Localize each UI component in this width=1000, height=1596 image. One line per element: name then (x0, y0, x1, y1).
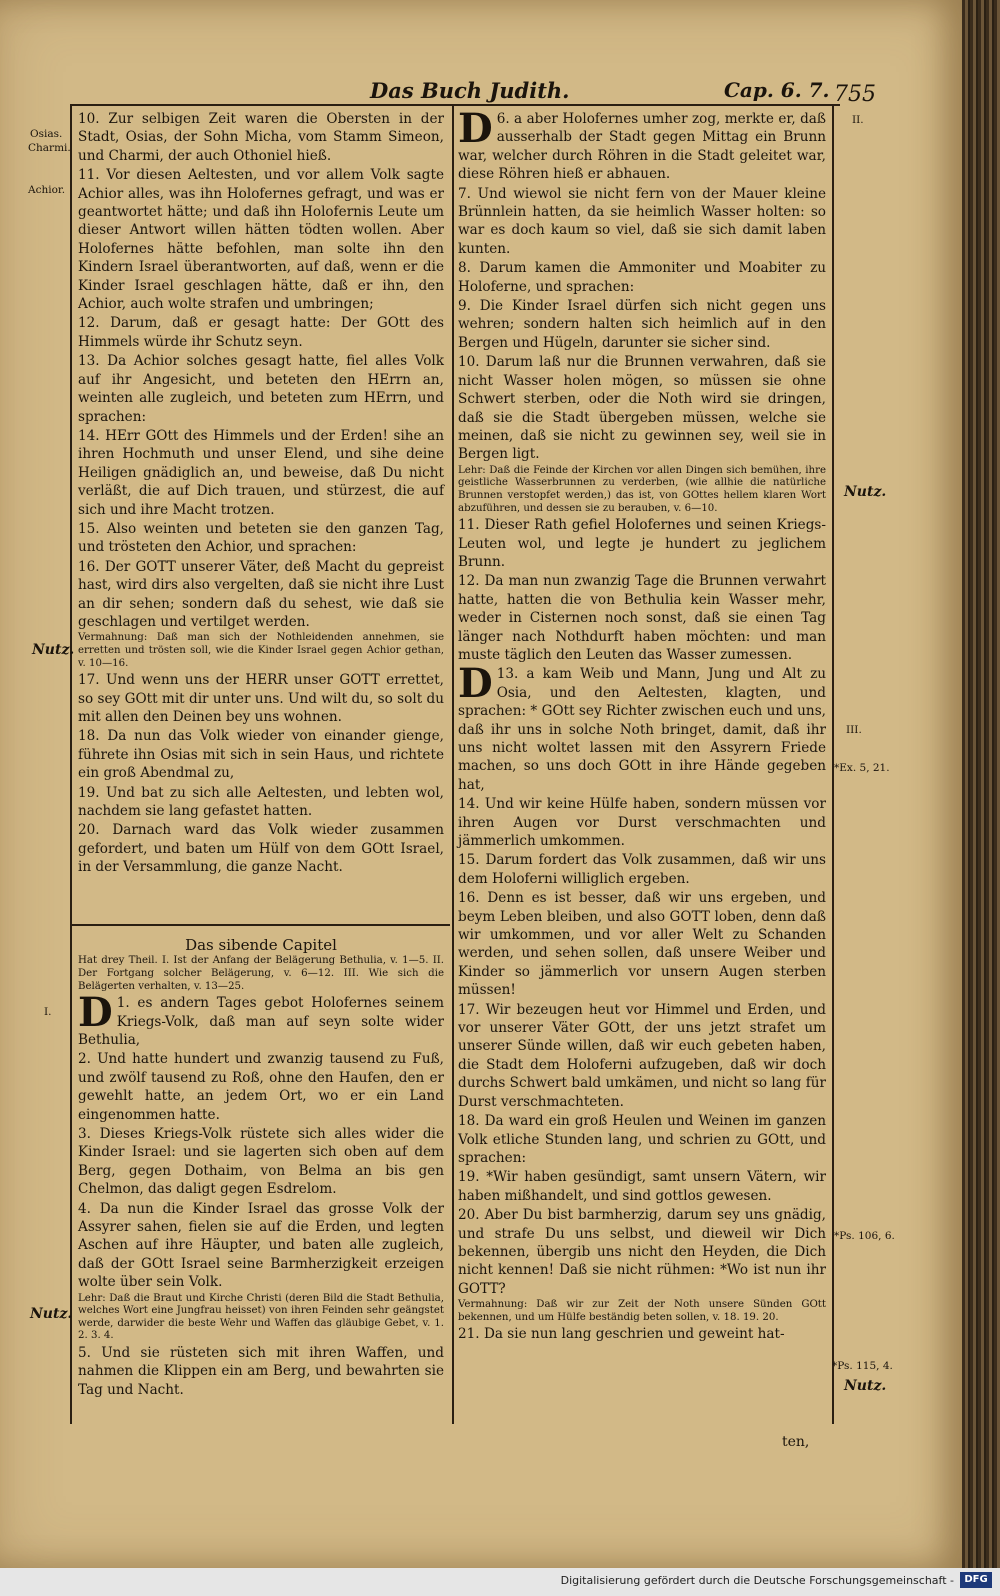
verse-6-17: 17. Und wenn uns der HERR unser GOTT errettet, so sey GOtt mit dir unter uns. Und wilt du, so solt du mit allen den Deinen bey uns wohnen. (78, 672, 444, 725)
book-binding (962, 0, 1000, 1568)
verse-7-2: 2. Und hatte hundert und zwanzig tausend zu Fuß, und zwölf tausend zu Roß, ohne den Haufen, den er gewehlt hatte, an jedem Ort, wo er ein Land eingenommen hatte. (78, 1051, 444, 1123)
drop-initial-d: D (458, 660, 493, 708)
note-lehr-2: Lehr: Daß die Feinde der Kirchen vor allen Dingen sich bemühen, ihre geistliche Wasserbrunnen zu verderben, (wie allhie die natürliche Brunnen verstopfet werden,) das ist, von GOttes hellem klaren Wort abzuführen, und dessen sie zu berauben, v. 6—10. (458, 464, 826, 514)
margin-ref-ps106: *Ps. 106, 6. (834, 1230, 895, 1242)
verse-6-14: 14. HErr GOtt des Himmels und der Erden! sihe an ihren Hochmuth und unser Elend, und sihe deine Heiligen gnädiglich an, und beweise, daß Du nicht verläßt, die auf Dich trauen, und stürzest, die auf sich und ihre Macht trotzen. (78, 427, 444, 518)
verse-6-19: 19. Und bat zu sich alle Aeltesten, und lebten wol, nachdem sie lang gefastet hatten. (78, 784, 444, 819)
page-number: 755 (834, 82, 876, 107)
margin-achior: Achior. (28, 184, 66, 196)
left-column-ch7 (78, 936, 444, 1400)
verse-7-1 (78, 989, 444, 1049)
margin-nutz-left-1: Nutz. (32, 642, 75, 658)
note-vermahnung-2: Vermahnung: Daß wir zur Zeit der Noth unsere Sünden GOtt bekennen, und um Hülfe beständig beten sollen, v. 18. 19. 20. (458, 1299, 826, 1323)
note-lehr-1: Lehr: Daß die Braut und Kirche Christi (deren Bild die Stadt Bethulia, welches Wort eine Jungfrau heisset) von ihren Feinden sehr geängstet werde, darwider die beste Wehr und Waffen das gläubige Gebet, v. 1. 2. 3. 4. (78, 1292, 444, 1342)
verse-7-5: 5. Und sie rüsteten sich mit ihren Waffen, und nahmen die Klippen ein am Berg, und bewahrten sie Tag und Nacht. (78, 1345, 444, 1398)
verse-7-8: 8. Darum kamen die Ammoniter und Moabiter zu Holoferne, und sprachen: (458, 260, 826, 295)
verse-7-17: 17. Wir bezeugen heut vor Himmel und Erden, und vor unserer Väter GOtt, der uns jetzt strafet um unserer Sünde willen, daß wir euch gebeten haben, die Stadt dem Holoferni aufzugeben, daß wir doch durchs Schwert bald umkämen, und nicht so lang für Durst verschmachteten. (458, 1001, 826, 1110)
verse-7-4: 4. Da nun die Kinder Israel das grosse Volk der Assyrer sahen, fielen sie auf die Erden, und legten Aschen auf ihre Häupter, und baten alle zugleich, daß der GOtt Israel seine Barmherzigkeit erzeigen wolte über sein Volk. (78, 1200, 444, 1291)
catchword: ten, (782, 1434, 810, 1450)
verse-6-11: 11. Vor diesen Aeltesten, und vor allem Volk sagte Achior alles, was ihn Holofernes gefragt, und was er geantwortet hätte; und daß ihn Holofernis Leute um dieser Antwort willen hätten tödten wollen. Aber Holofernes hätte befohlen, man solte ihn den Kindern Israel überantworten, auf daß, wenn er die Kinder Israel geschlagen hätte, daß er ihn, den Achior, auch wolte strafen und umbringen; (78, 167, 444, 313)
chapter-label: Cap. 6. 7. (724, 78, 830, 102)
verse-7-15: 15. Darum fordert das Volk zusammen, daß wir uns dem Holoferni williglich ergeben. (458, 852, 826, 887)
right-column (458, 105, 826, 1345)
verse-7-7: 7. Und wiewol sie nicht fern von der Mauer kleine Brünnlein hatten, da sie heimlich Wasser holten: so war es doch kaum so viel, daß sie sich damit laben kunten. (458, 185, 826, 257)
verse-7-18: 18. Da ward ein groß Heulen und Weinen im ganzen Volk etliche Stunden lang, und schrien zu GOtt, und sprachen: (458, 1113, 826, 1166)
margin-osias: Osias. (30, 128, 63, 140)
verse-7-12: 12. Da man nun zwanzig Tage die Brunnen verwahrt hatte, hatten die von Bethulia kein Wasser mehr, weder in Cisternen noch sonst, daß sie einen Tag länger nach Nothdurft haben möchten: und man muste täglich den Leuten das Wasser zumessen. (458, 573, 826, 663)
chapter-heading: Das sibende Capitel (185, 936, 337, 954)
footer-credit: Digitalisierung gefördert durch die Deutsche Forschungsgemeinschaft - (560, 1574, 954, 1587)
running-title: Das Buch Judith. (370, 78, 570, 103)
verse-7-1-text: 1. es andern Tages gebot Holofernes seinem Kriegs-Volk, daß man auf seyn solte wider Bethulia, (78, 995, 444, 1048)
left-column-ch6 (78, 110, 444, 878)
margin-roman-iii: III. (846, 724, 862, 736)
verse-7-20: 20. Aber Du bist barmherzig, darum sey uns gnädig, und strafe Du uns selbst, und dieweil wir Dich bekennen, übergib uns nicht den Heyden, die Dich nicht kennen! Daß sie nicht rühmen: *Wo ist nun ihr GOTT? (458, 1207, 826, 1297)
drop-initial-d: D (458, 105, 493, 152)
verse-7-13 (458, 660, 826, 794)
margin-charmi: Charmi. (28, 142, 71, 154)
margin-ref-ps115: *Ps. 115, 4. (832, 1360, 893, 1372)
drop-initial-d: D (78, 989, 113, 1037)
margin-roman-ii: II. (852, 114, 864, 126)
chapter-separator (70, 924, 450, 926)
verse-7-9: 9. Die Kinder Israel dürfen sich nicht gegen uns wehren; sondern halten sich heimlich auf in den Bergen und Hügeln, darunter sie sicher sind. (458, 298, 826, 351)
verse-7-21: 21. Da sie nun lang geschrien und geweint hat- (458, 1326, 785, 1343)
verse-7-3: 3. Dieses Kriegs-Volk rüstete sich alles wider die Kinder Israel: und sie lagerten sich oben auf dem Berg, gegen Dothaim, von Belma an bis gen Chelmon, das daligt gegen Esdrelom. (78, 1126, 444, 1198)
margin-nutz-right-2: Nutz. (844, 1378, 887, 1394)
verse-7-19: 19. *Wir haben gesündigt, samt unsern Vätern, wir haben mißhandelt, und sind gottlos gewesen. (458, 1169, 826, 1204)
verse-6-13: 13. Da Achior solches gesagt hatte, fiel alles Volk auf ihr Angesicht, und beteten den HErrn an, weinten alle zugleich, und beteten zum HErrn, und sprachen: (78, 353, 444, 425)
verse-6-16: 16. Der GOTT unserer Väter, deß Macht du gepreist hast, wird dirs also vergelten, daß sie nicht ihre Lust an dir sehen; sondern daß du sehest, wie daß sie geschlagen und vertilget werden. (78, 558, 444, 630)
verse-6-18: 18. Da nun das Volk wieder von einander gienge, führete ihn Osias mit sich in sein Haus, und richtete ein groß Abendmal zu, (78, 728, 444, 782)
verse-7-16: 16. Denn es ist besser, daß wir uns ergeben, und beym Leben bleiben, und also GOTT loben, denn daß wir umkommen, und vor aller Welt zu Schanden werden, und sehen sollen, daß unsere Weiber und Kinder so jämmerlich vor unsern Augen sterben müssen! (458, 890, 826, 999)
verse-6-10: 10. Zur selbigen Zeit waren die Obersten in der Stadt, Osias, der Sohn Micha, vom Stamm Simeon, und Charmi, der auch Othoniel hieß. (78, 111, 444, 164)
margin-ref-ex: *Ex. 5, 21. (834, 762, 890, 774)
chapter-summary: Hat drey Theil. I. Ist der Anfang der Belägerung Bethulia, v. 1—5. II. Der Fortgang solcher Belägerung, v. 6—12. III. Wie sich die Belägerten verhalten, v. 13—25. (78, 955, 444, 992)
verse-6-20: 20. Darnach ward das Volk wieder zusammen gefordert, und baten um Hülf von dem GOtt Israel, in der Versammlung, die ganze Nacht. (78, 822, 444, 876)
margin-nutz-right-1: Nutz. (844, 484, 887, 500)
verse-7-14: 14. Und wir keine Hülfe haben, sondern müssen vor ihren Augen vor Durst verschmachten und jämmerlich umkommen. (458, 796, 826, 849)
verse-7-10: 10. Darum laß nur die Brunnen verwahren, daß sie nicht Wasser holen mögen, so müssen sie ohne Schwert sterben, oder die Noth wird sie dringen, daß sie die Stadt übergeben müssen, welche sie meinen, daß sie nicht zu gewinnen sey, weil sie in Bergen ligt. (458, 354, 826, 463)
verse-7-13-text: 13. a kam Weib und Mann, Jung und Alt zu Osia, und den Aeltesten, klagten, und sprachen: * GOtt sey Richter zwischen euch und uns, daß ihr uns in solche Noth bringet, damit, daß ihr uns nicht woltet lassen mit den Assyrern Friede machen, so uns doch GOtt in ihre Hände gegeben hat, (458, 666, 826, 793)
verse-6-15: 15. Also weinten und beteten sie den ganzen Tag, und trösteten den Achior, und sprachen: (78, 520, 444, 556)
verse-6-12: 12. Darum, daß er gesagt hatte: Der GOtt des Himmels würde ihr Schutz seyn. (78, 315, 444, 350)
margin-nutz-left-2: Nutz. (30, 1306, 73, 1322)
note-vermahnung-1: Vermahnung: Daß man sich der Nothleidenden annehmen, sie erretten und trösten soll, wie die Kinder Israel gegen Achior gethan, v. 10—16. (78, 632, 444, 669)
verse-7-11: 11. Dieser Rath gefiel Holofernes und seinen Kriegs-Leuten wol, und legte je hundert zu jeglichem Brunn. (458, 517, 826, 570)
margin-mark-i: I. (44, 1006, 52, 1018)
verse-7-6-text: 6. a aber Holofernes umher zog, merkte er, daß ausserhalb der Stadt gegen Mittag ein Brunn war, welcher durch Röhren in die Stadt geleitet war, diese Röhren hieß er abhauen. (458, 111, 826, 183)
page-header (70, 76, 840, 106)
verse-7-6 (458, 105, 826, 184)
dfg-logo: DFG (960, 1572, 992, 1588)
